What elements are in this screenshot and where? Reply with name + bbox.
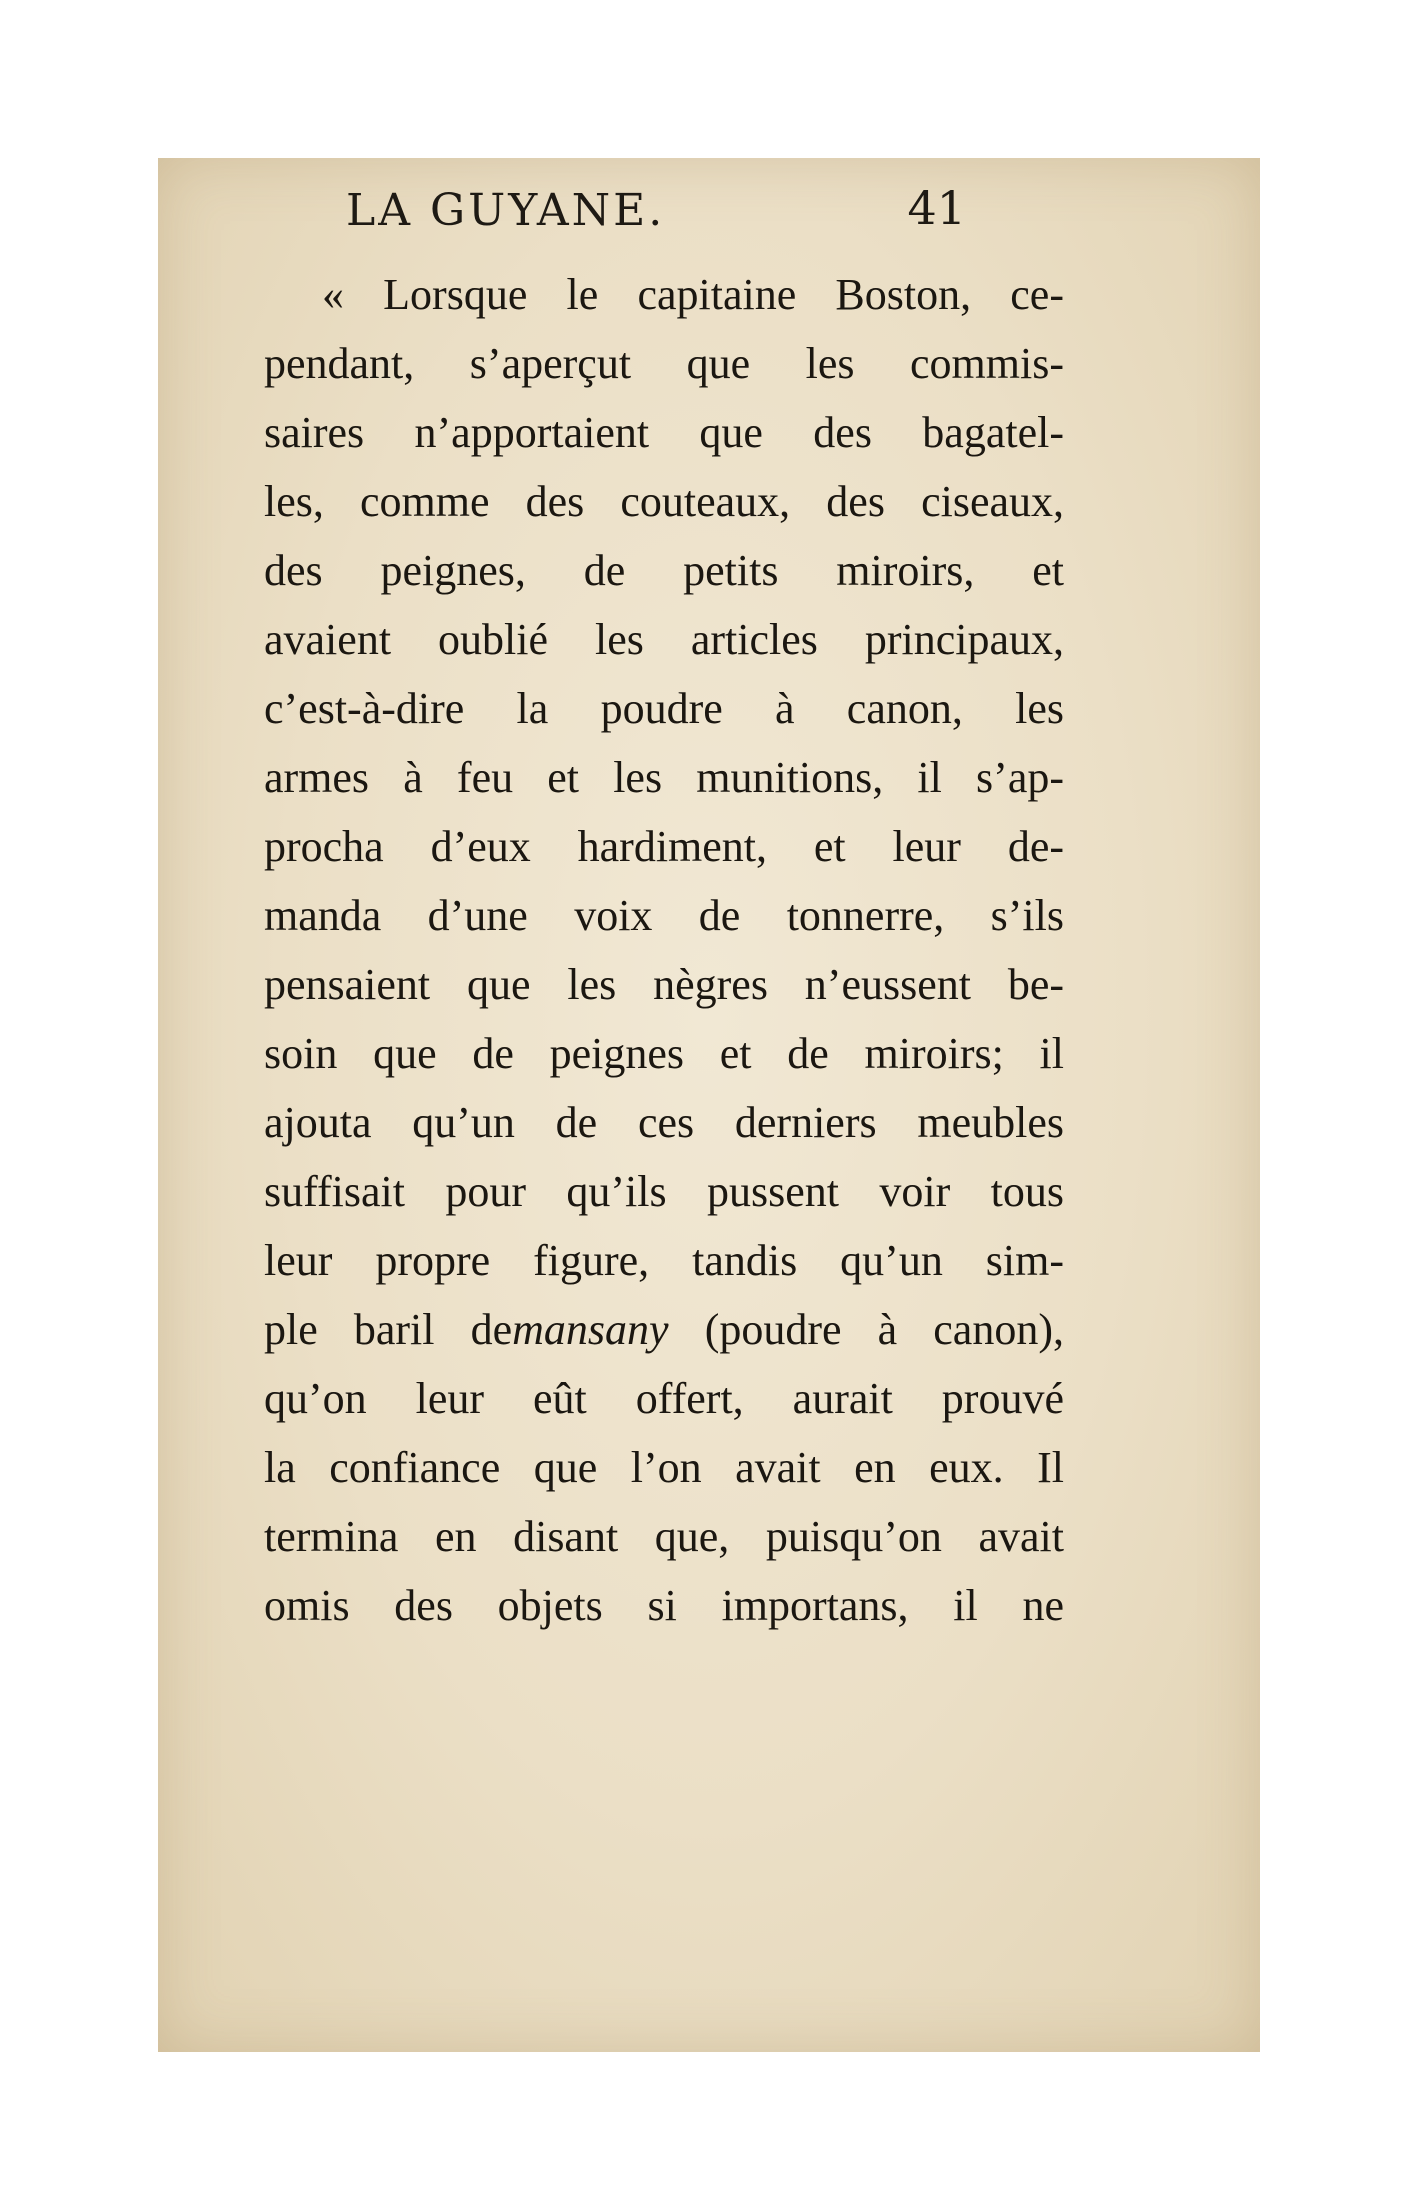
text-line: pensaient que les nègres n’eussent be- — [264, 960, 1064, 1009]
text-line: avaient oublié les articles principaux, — [264, 615, 1064, 664]
text-line: ajouta qu’un de ces derniers meubles — [264, 1098, 1064, 1147]
text-line: leur propre figure, tandis qu’un sim- — [264, 1236, 1064, 1285]
italic-word: mansany — [512, 1305, 669, 1354]
text-line: pendant, s’aperçut que les commis- — [264, 339, 1064, 388]
body-text — [264, 260, 1064, 1640]
text-line: c’est-à-dire la poudre à canon, les — [264, 684, 1064, 733]
text-line: « Lorsque le capitaine Boston, ce- — [322, 270, 1064, 319]
text-line: armes à feu et les munitions, il s’ap- — [264, 753, 1064, 802]
text-line: suffisait pour qu’ils pussent voir tous — [264, 1167, 1064, 1216]
text-line: les, comme des couteaux, des ciseaux, — [264, 477, 1064, 526]
running-title: LA GUYANE. — [346, 185, 666, 236]
text-line: omis des objets si importans, il ne — [264, 1581, 1064, 1630]
text-line: la confiance que l’on avait en eux. Il — [264, 1443, 1064, 1492]
text-line: manda d’une voix de tonnerre, s’ils — [264, 891, 1064, 940]
text-fragment: ple baril de — [264, 1305, 513, 1354]
text-line: soin que de peignes et de miroirs; il — [264, 1029, 1064, 1078]
text-line: des peignes, de petits miroirs, et — [264, 546, 1064, 595]
text-line: procha d’eux hardiment, et leur de- — [264, 822, 1064, 871]
text-line: qu’on leur eût offert, aurait prouvé — [264, 1374, 1064, 1423]
page-header — [346, 175, 966, 255]
text-line: saires n’apportaient que des bagatel- — [264, 408, 1064, 457]
page-number: 41 — [907, 181, 966, 235]
text-fragment: (poudre à canon), — [668, 1305, 1064, 1354]
text-line-with-italic — [264, 1295, 1064, 1364]
text-line: termina en disant que, puisqu’on avait — [264, 1512, 1064, 1561]
